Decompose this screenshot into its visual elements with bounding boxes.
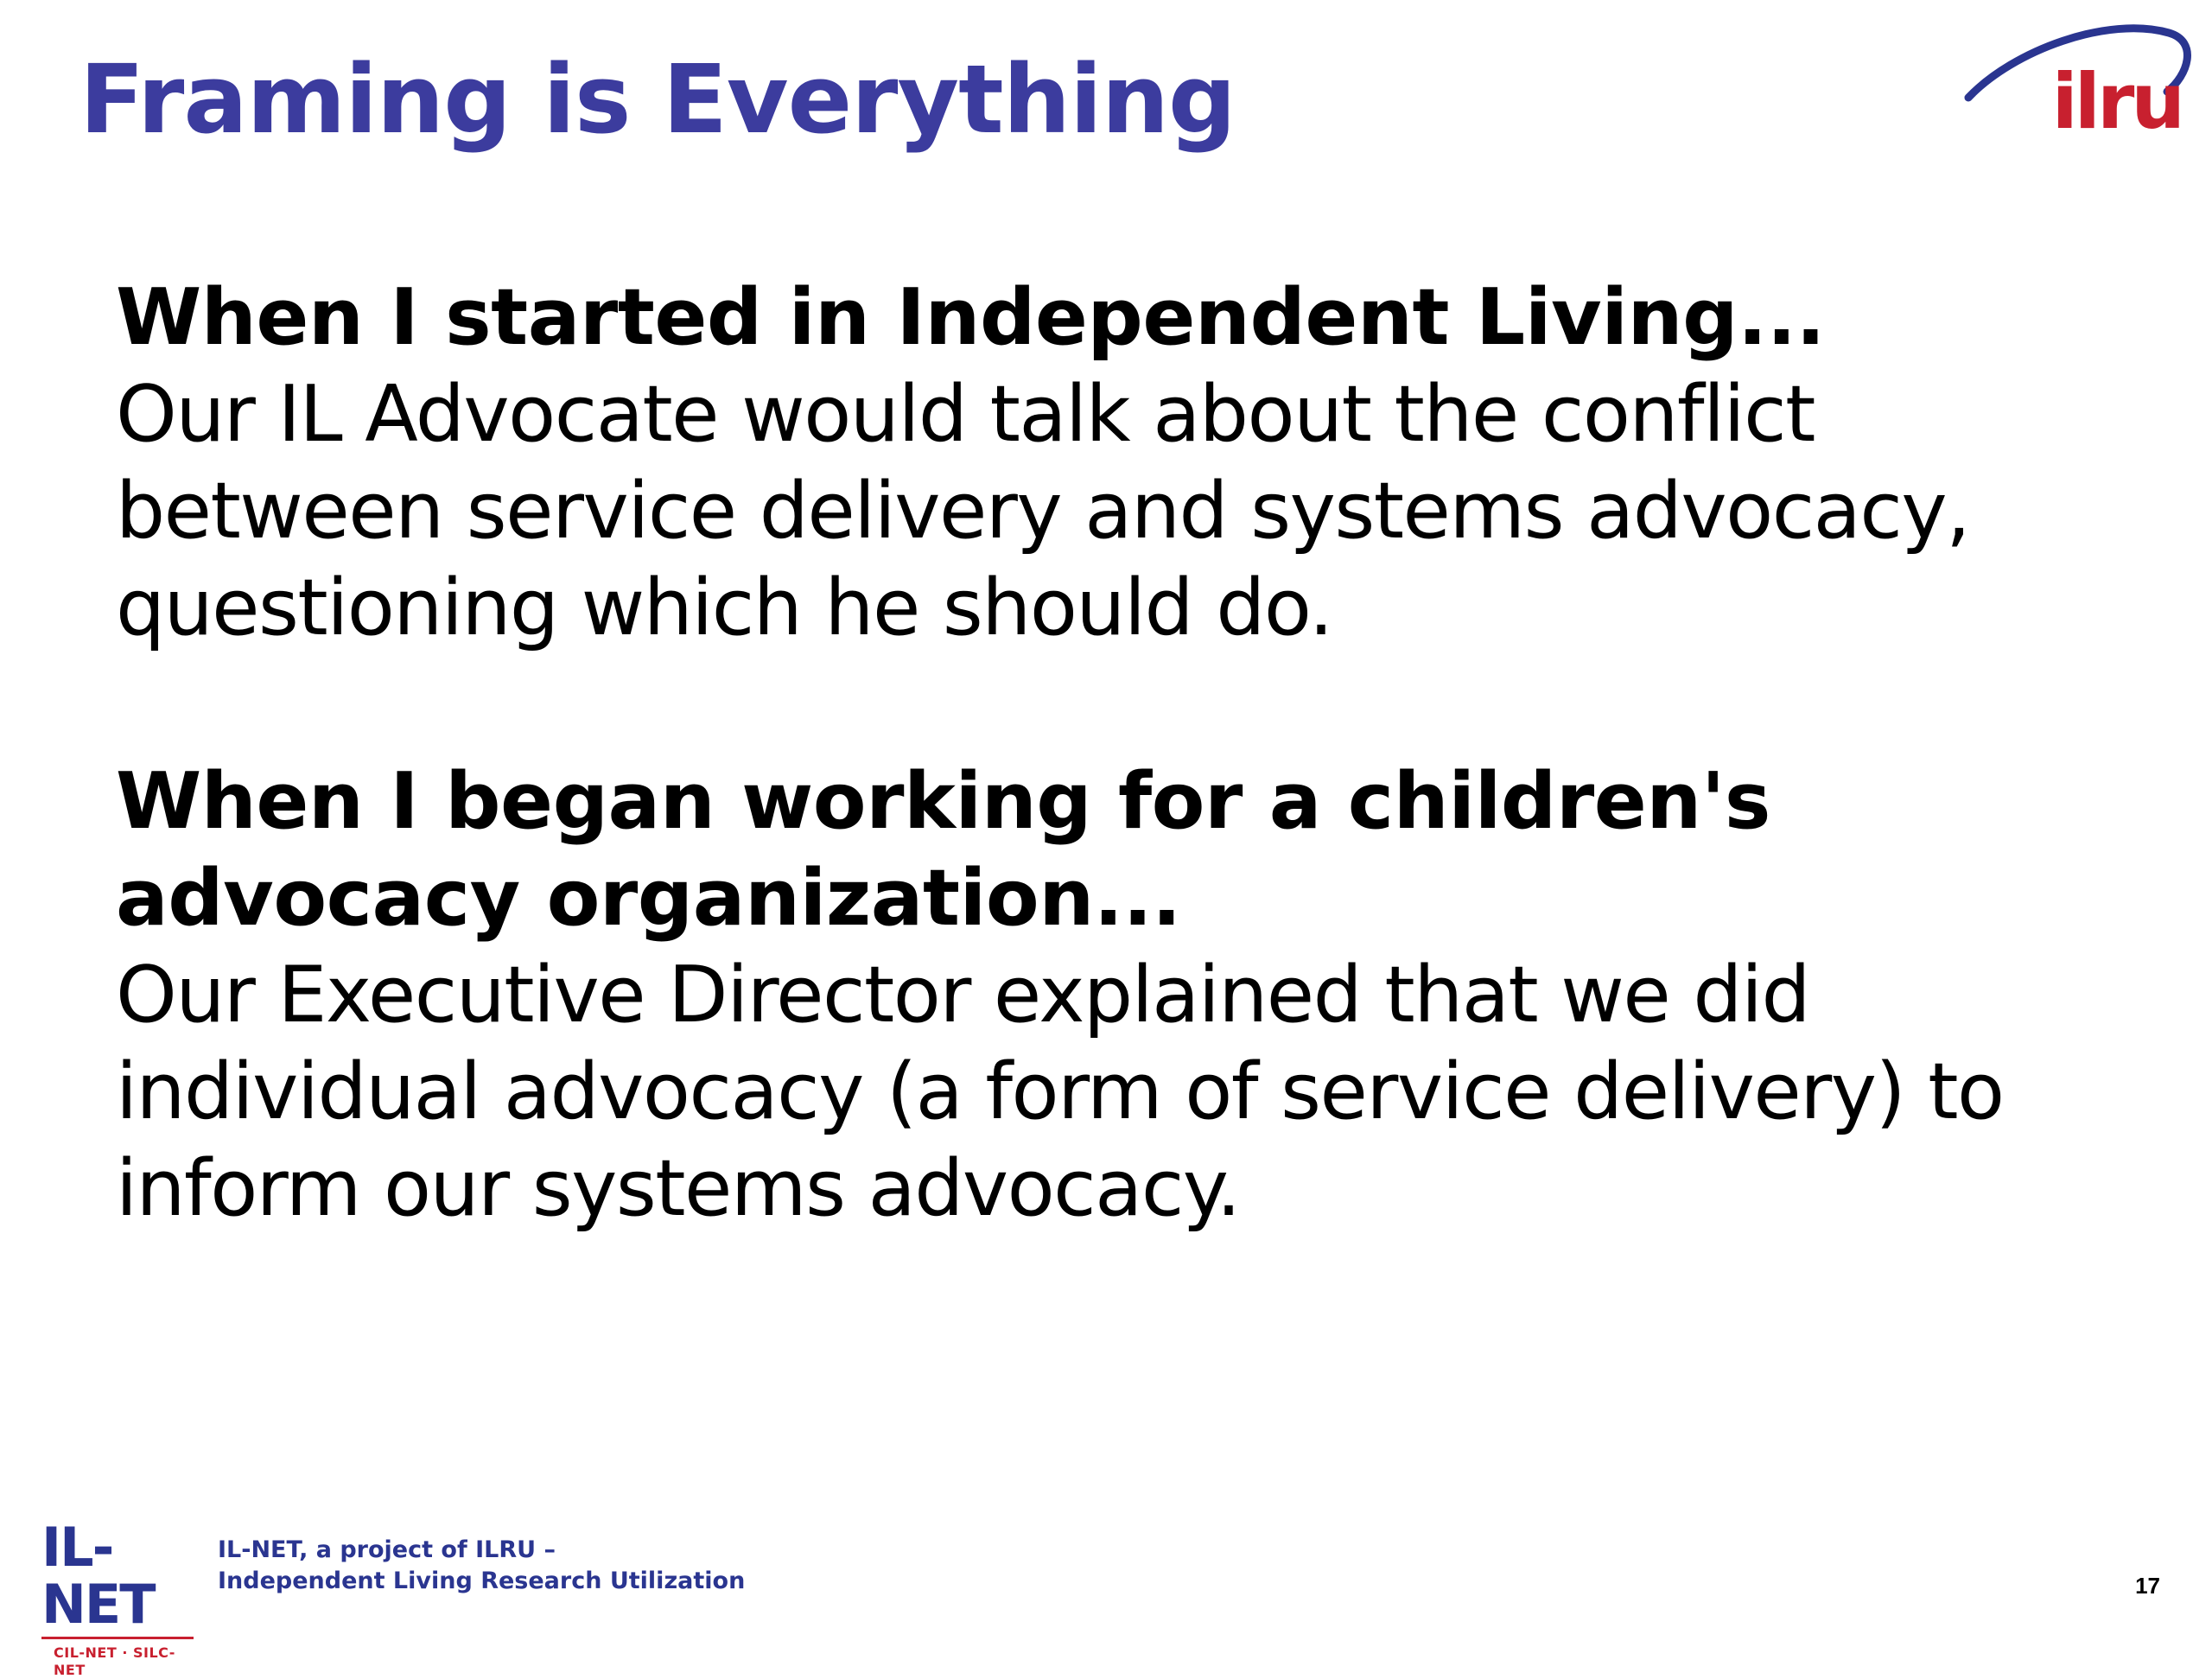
footer-line-2: Independent Living Research Utilization — [218, 1568, 746, 1594]
section-heading: When I began working for a children's advocacy organization... — [116, 756, 1770, 944]
ilru-logo — [1961, 16, 2195, 145]
ilru-logo-graphic — [1961, 16, 2195, 145]
page-number: 17 — [2135, 1573, 2160, 1599]
slide-body — [116, 270, 2138, 1334]
section-text: Our Executive Director explained that we did individual advocacy (a form of service delivery) to inform our systems advocacy. — [116, 950, 2004, 1234]
slide-title: Framing is Everything — [79, 44, 1236, 155]
footer-line-1: IL-NET, a project of ILRU – — [218, 1536, 556, 1563]
section-heading: When I started in Independent Living... — [116, 272, 1826, 363]
ilnet-logo — [41, 1516, 206, 1679]
logo-text: ilru — [2051, 57, 2182, 146]
section-text: Our IL Advocate would talk about the conflict between service delivery and systems advocacy, questioning which he should do. — [116, 369, 1970, 653]
ilnet-logo-text: IL-NET — [41, 1516, 155, 1636]
footer-attribution — [218, 1535, 745, 1597]
section-childrens-advocacy — [116, 754, 2138, 1237]
section-independent-living — [116, 270, 2138, 657]
ilnet-logo-subtext: CIL-NET · SILC-NET — [54, 1644, 175, 1678]
ilnet-logo-rule — [41, 1637, 194, 1639]
